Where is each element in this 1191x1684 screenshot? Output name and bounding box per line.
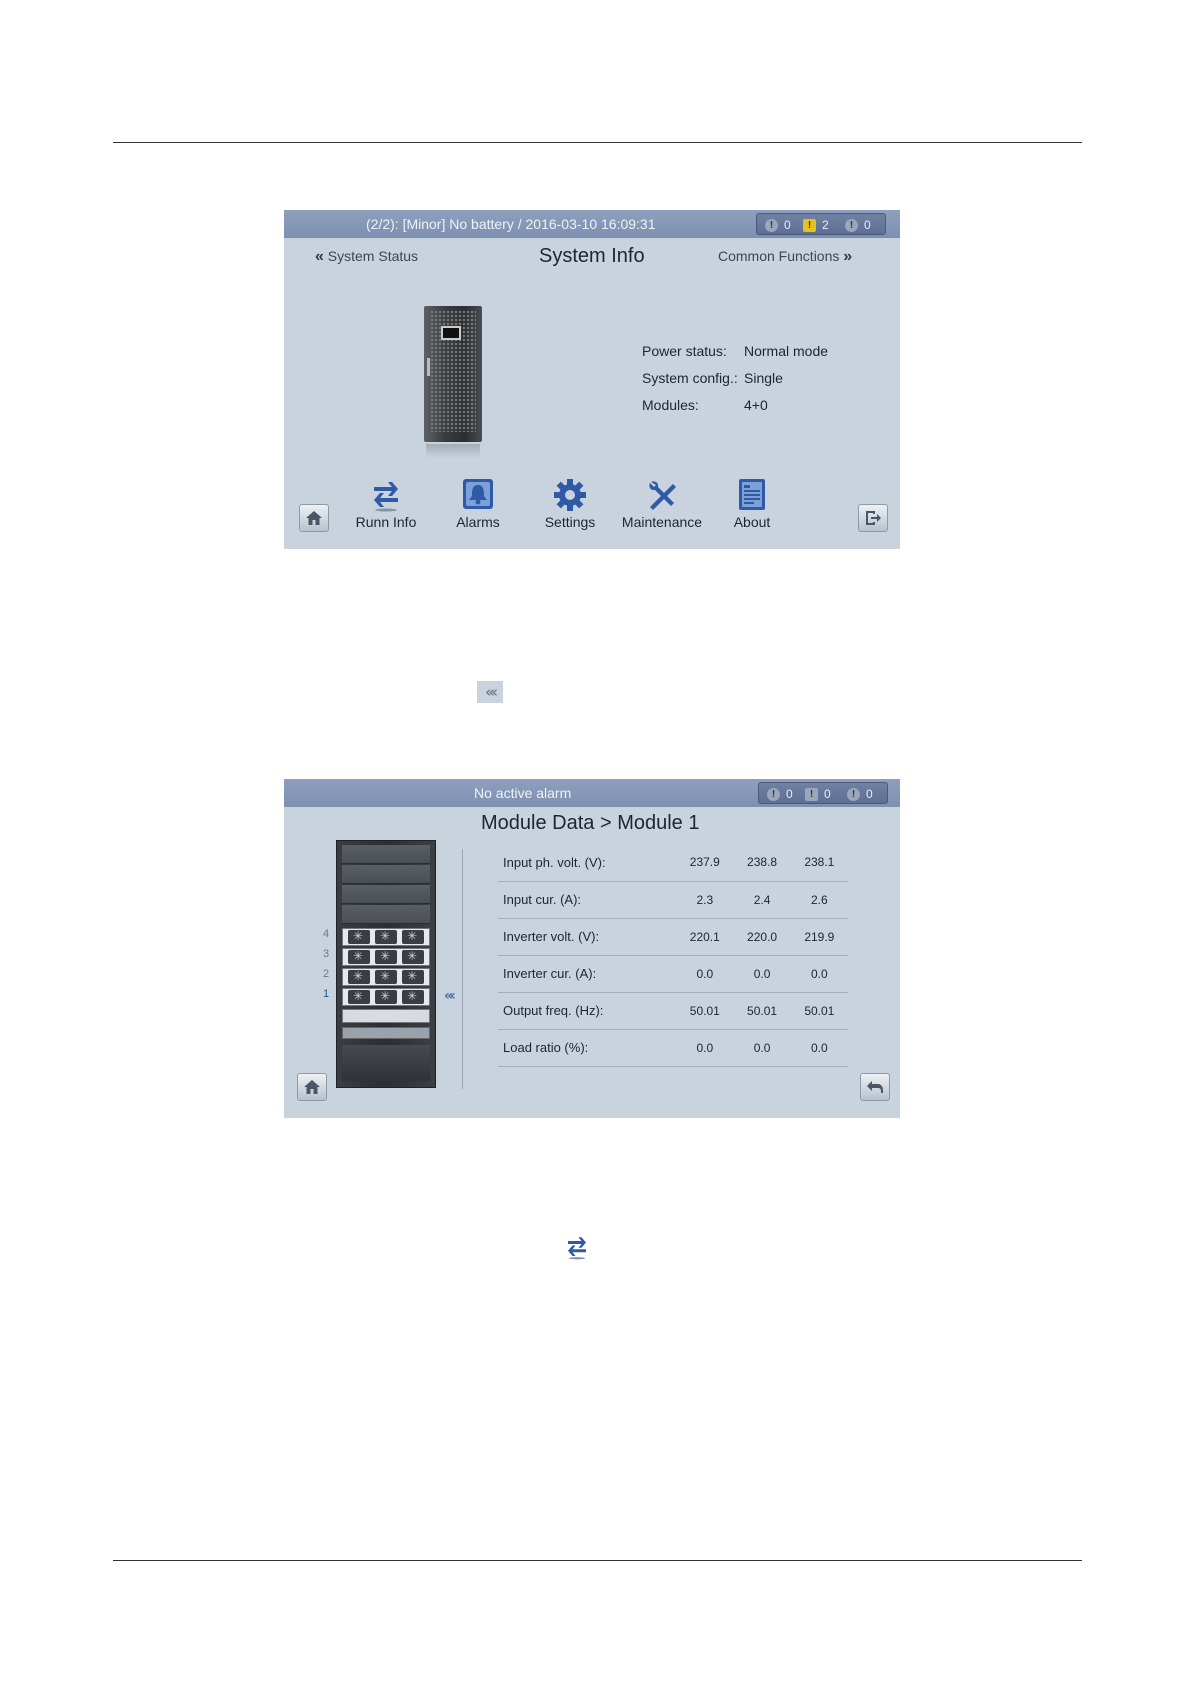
minor-alarm-counter: ! 0 <box>845 216 871 234</box>
module-data-table <box>498 844 848 1067</box>
module-data-screen <box>284 779 900 1118</box>
modules-row: Modules: 4+0 <box>642 397 768 413</box>
menu-alarms[interactable]: Alarms <box>432 478 524 530</box>
alarm-counters[interactable] <box>758 782 888 804</box>
fan-icon <box>348 950 370 964</box>
table-row: Input ph. volt. (V): 237.9 238.8 238.1 <box>498 844 848 881</box>
status-message: (2/2): [Minor] No battery / 2016-03-10 16:09:31 <box>366 216 656 232</box>
double-chevron-back-icon: «‹ <box>477 681 503 703</box>
fan-icon <box>348 970 370 984</box>
gear-icon <box>553 478 587 512</box>
fan-icon <box>348 990 370 1004</box>
major-alarm-counter: ! 2 <box>803 216 829 234</box>
tools-icon <box>645 478 679 512</box>
minor-alarm-icon: ! <box>845 219 858 232</box>
status-bar[interactable] <box>284 210 900 238</box>
table-row: Inverter cur. (A): 0.0 0.0 0.0 <box>498 955 848 992</box>
empty-slot <box>342 865 430 884</box>
empty-slot <box>342 885 430 904</box>
empty-slot <box>342 845 430 864</box>
back-button[interactable] <box>860 1073 890 1101</box>
runn-info-icon <box>565 1233 589 1261</box>
alarm-counters[interactable] <box>756 213 886 235</box>
runn-info-icon <box>370 478 402 512</box>
fan-icon <box>402 990 424 1004</box>
ups-cabinet-image <box>424 306 482 442</box>
slot-number: 2 <box>323 968 330 980</box>
nav-prev-system-status[interactable]: « System Status <box>315 248 419 265</box>
exit-icon <box>864 510 882 526</box>
power-distribution-panel <box>342 1027 430 1039</box>
about-icon <box>736 478 768 512</box>
menu-runn-info[interactable]: Runn Info <box>340 478 432 530</box>
page-title: Module Data > Module 1 <box>481 812 700 834</box>
empty-slot <box>342 905 430 924</box>
major-alarm-icon: ! <box>805 788 818 801</box>
status-message: No active alarm <box>474 785 572 801</box>
fan-icon <box>348 930 370 944</box>
selected-slot-arrow-icon: «‹ <box>444 988 453 1004</box>
major-alarm-counter: ! 0 <box>805 785 831 803</box>
ups-cabinet-reflection <box>426 444 480 458</box>
double-chevron-right-icon: » <box>843 248 853 265</box>
slot-number: 4 <box>323 928 330 940</box>
fan-icon <box>402 930 424 944</box>
power-module-2[interactable] <box>342 968 430 986</box>
status-bar[interactable] <box>284 779 900 807</box>
slot-number-selected: 1 <box>323 988 330 1000</box>
double-chevron-left-icon: « <box>315 248 324 265</box>
home-button[interactable] <box>299 504 329 532</box>
fan-icon <box>375 930 397 944</box>
table-row: Load ratio (%): 0.0 0.0 0.0 <box>498 1029 848 1066</box>
fan-icon <box>402 950 424 964</box>
major-alarm-icon: ! <box>803 219 816 232</box>
power-module-3[interactable] <box>342 948 430 966</box>
ups-rack-image[interactable] <box>336 840 436 1088</box>
minor-alarm-counter: ! 0 <box>847 785 873 803</box>
bypass-module <box>342 1009 430 1023</box>
fan-icon <box>375 950 397 964</box>
critical-alarm-icon: ! <box>765 219 778 232</box>
fan-icon <box>402 970 424 984</box>
exit-button[interactable] <box>858 504 888 532</box>
slot-number: 3 <box>323 948 330 960</box>
fan-icon <box>375 990 397 1004</box>
home-icon <box>305 510 323 526</box>
critical-alarm-counter: ! 0 <box>767 785 793 803</box>
power-status-row: Power status: Normal mode <box>642 343 829 359</box>
alarm-bell-icon <box>461 478 495 512</box>
menu-about[interactable]: About <box>706 478 798 530</box>
back-arrow-icon <box>866 1079 884 1095</box>
table-row: Input cur. (A): 2.3 2.4 2.6 <box>498 881 848 918</box>
table-row: Inverter volt. (V): 220.1 220.0 219.9 <box>498 918 848 955</box>
home-button[interactable] <box>297 1073 327 1101</box>
header-rule <box>113 142 1082 143</box>
system-config-row: System config.: Single <box>642 370 783 386</box>
critical-alarm-icon: ! <box>767 788 780 801</box>
minor-alarm-icon: ! <box>847 788 860 801</box>
page-title: System Info <box>539 245 645 267</box>
power-module-4[interactable] <box>342 928 430 946</box>
menu-settings[interactable]: Settings <box>524 478 616 530</box>
divider <box>462 849 463 1089</box>
rack-base <box>342 1045 430 1081</box>
fan-icon <box>375 970 397 984</box>
footer-rule <box>113 1560 1082 1561</box>
menu-maintenance[interactable]: Maintenance <box>616 478 708 530</box>
system-info-screen <box>284 210 900 549</box>
table-row: Output freq. (Hz): 50.01 50.01 50.01 <box>498 992 848 1029</box>
home-icon <box>303 1079 321 1095</box>
power-module-1[interactable] <box>342 988 430 1006</box>
critical-alarm-counter: ! 0 <box>765 216 791 234</box>
nav-next-common-functions[interactable]: Common Functions » <box>718 248 853 265</box>
